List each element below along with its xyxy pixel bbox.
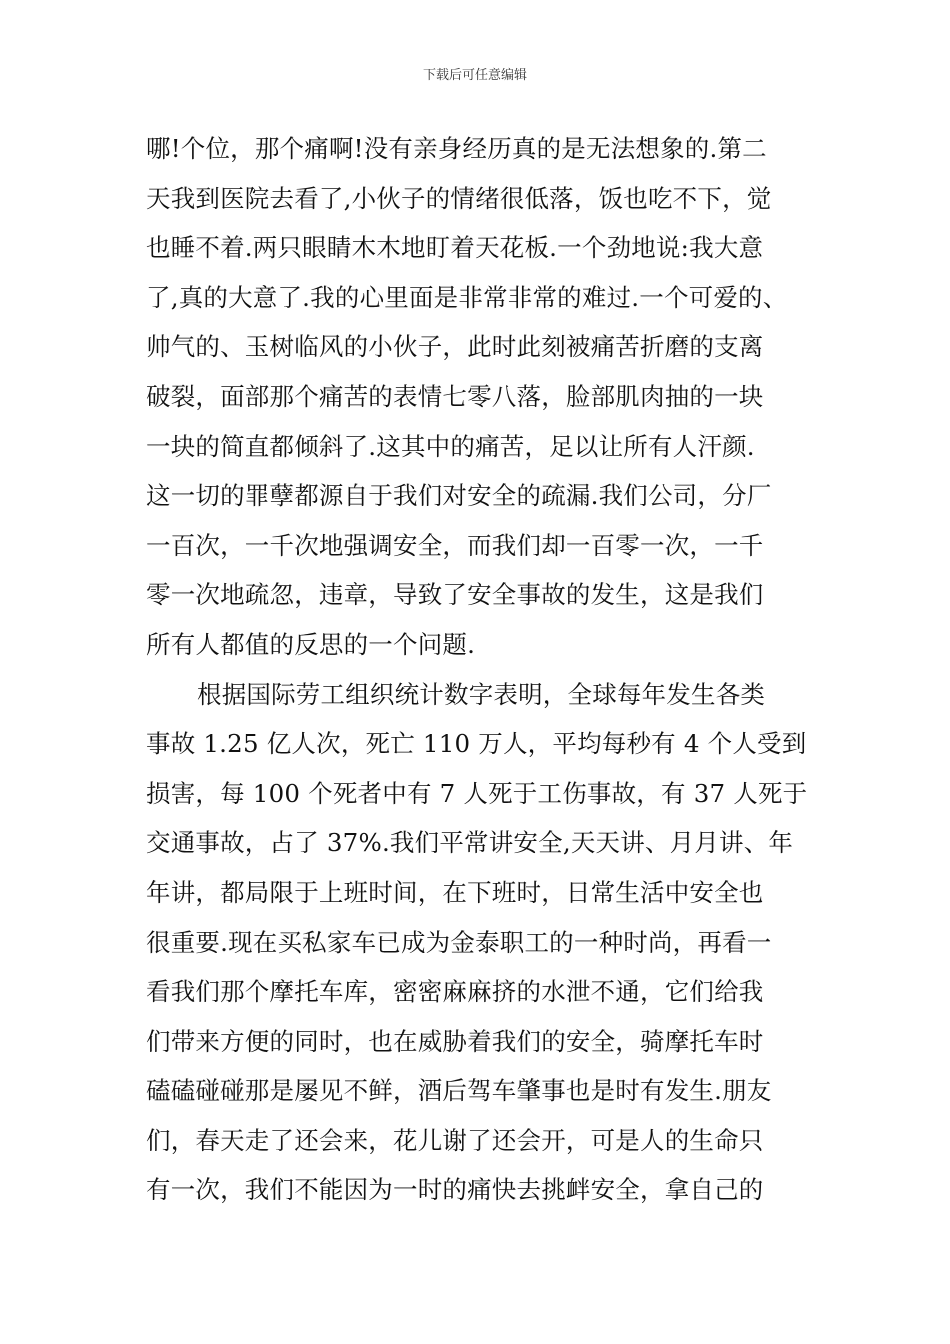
text-line: 一块的简直都倾斜了.这其中的痛苦，足以让所有人汗颜. (146, 431, 755, 461)
text-line: 天我到医院去看了,小伙子的情绪很低落，饭也吃不下，觉 (146, 183, 772, 213)
text-line: 帅气的、玉树临风的小伙子，此时此刻被痛苦折磨的支离 (146, 332, 764, 362)
document-body (146, 124, 810, 1215)
text-line: 交通事故，占了 37%.我们平常讲安全,天天讲、月月讲、年 (146, 828, 794, 858)
text-line: 磕磕碰碰那是屡见不鲜，酒后驾车肇事也是时有发生.朋友 (146, 1076, 772, 1106)
text-line: 很重要.现在买私家车已成为金泰职工的一种时尚，再看一 (146, 927, 772, 957)
text-line: 们，春天走了还会来，花儿谢了还会开，可是人的生命只 (146, 1125, 764, 1155)
text-line: 有一次，我们不能因为一时的痛快去挑衅安全，拿自己的 (146, 1175, 764, 1205)
text-line: 了,真的大意了.我的心里面是非常非常的难过.一个可爱的、 (146, 282, 788, 312)
text-line: 一百次，一千次地强调安全，而我们却一百零一次，一千 (146, 530, 764, 560)
paragraph-2 (146, 670, 810, 1216)
text-line: 们带来方便的同时，也在威胁着我们的安全，骑摩托车时 (146, 1026, 764, 1056)
text-line: 这一切的罪孽都源自于我们对安全的疏漏.我们公司，分厂 (146, 481, 772, 511)
text-line: 哪!个位，那个痛啊!没有亲身经历真的是无法想象的.第二 (146, 134, 767, 163)
text-line: 破裂，面部那个痛苦的表情七零八落，脸部肌肉抽的一块 (146, 381, 764, 411)
paragraph-1 (146, 124, 810, 670)
text-line-indented: 根据国际劳工组织统计数字表明，全球每年发生各类 (197, 679, 766, 709)
text-line: 年讲，都局限于上班时间，在下班时，日常生活中安全也 (146, 877, 764, 907)
text-line: 损害，每 100 个死者中有 7 人死于工伤事故，有 37 人死于 (146, 778, 808, 808)
text-line: 事故 1.25 亿人次，死亡 110 万人，平均每秒有 4 个人受到 (146, 729, 807, 759)
text-line: 所有人都值的反思的一个问题. (146, 629, 476, 659)
page-header: 下载后可任意编辑 (422, 68, 527, 83)
text-line: 看我们那个摩托车库，密密麻麻挤的水泄不通，它们给我 (146, 977, 764, 1007)
text-line: 零一次地疏忽，违章，导致了安全事故的发生，这是我们 (146, 580, 764, 610)
text-line: 也睡不着.两只眼睛木木地盯着天花板.一个劲地说:我大意 (146, 233, 764, 263)
